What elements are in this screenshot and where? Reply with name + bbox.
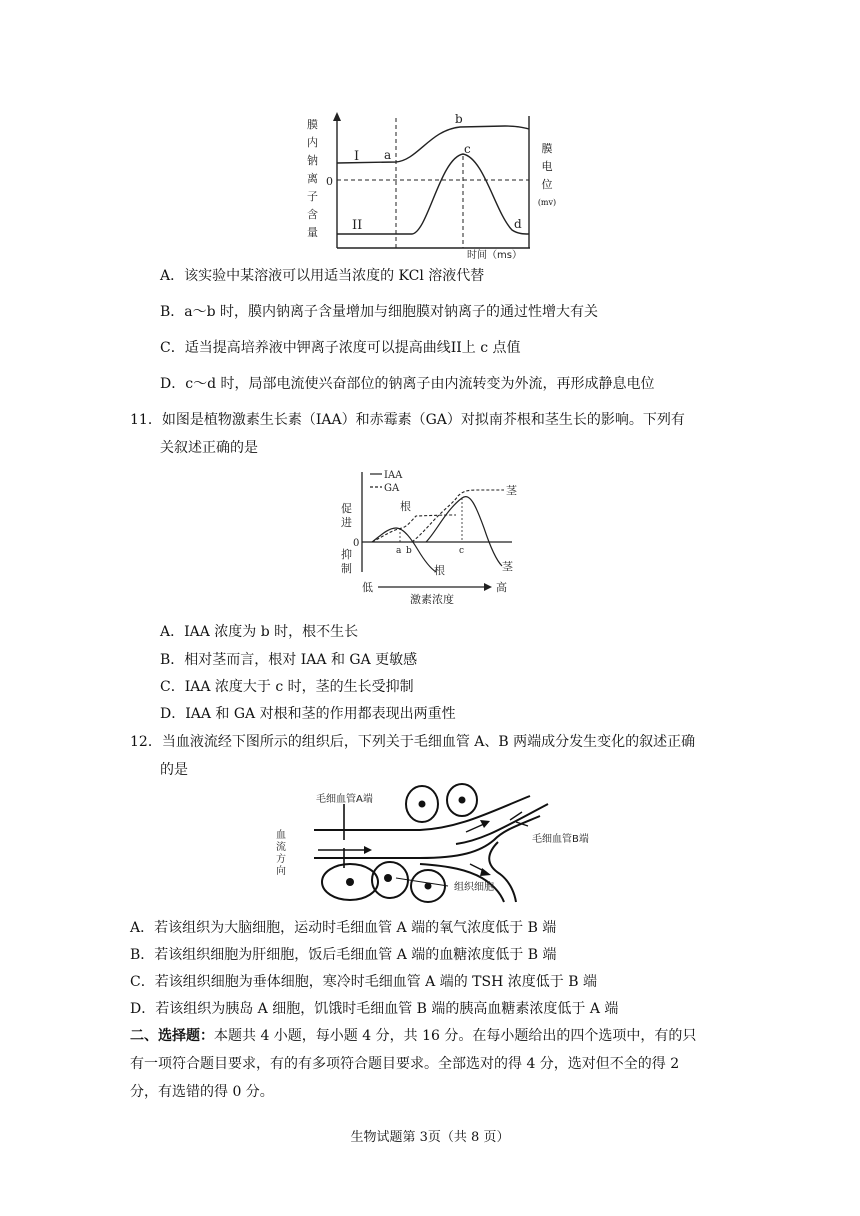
q11-option-b: B．相对茎而言，根对 IAA 和 GA 更敏感 — [160, 652, 418, 668]
q11-option-d: D．IAA 和 GA 对根和茎的作用都表现出两重性 — [160, 706, 456, 722]
flow-direction-char: 流 — [276, 842, 286, 853]
promote-label: 促 — [341, 502, 352, 515]
q10-option-c: C．适当提高培养液中钾离子浓度可以提高曲线II上 c 点值 — [160, 340, 521, 356]
capillary-tissue-figure — [270, 782, 610, 906]
y-right-char: 膜 — [541, 142, 553, 155]
stem-label-top: 茎 — [506, 484, 517, 497]
stem-label-bottom: 茎 — [502, 560, 513, 573]
promote-label: 进 — [341, 516, 352, 529]
membrane-potential-figure — [300, 108, 540, 260]
capillary-b-label: 毛细血管B端 — [532, 834, 589, 845]
q12-stem-line1: 12．当血液流经下图所示的组织后，下列关于毛细血管 A、B 两端成分发生变化的叙述正确 — [130, 734, 696, 750]
q12-option-d: D．若该组织为胰岛 A 细胞，饥饿时毛细血管 B 端的胰高血糖素浓度低于 A 端 — [130, 1001, 619, 1017]
q10-option-b: B．a～b 时，膜内钠离子含量增加与细胞膜对钠离子的通过性增大有关 — [160, 304, 599, 320]
q12-stem-line2: 的是 — [160, 762, 188, 778]
q11-stem-line2: 关叙述正确的是 — [160, 440, 258, 456]
root-label-top: 根 — [400, 500, 411, 513]
y-left-char: 含 — [307, 208, 318, 221]
q12-option-b: B．若该组织细胞为肝细胞，饭后毛细血管 A 端的血糖浓度低于 B 端 — [130, 947, 557, 963]
q11-stem-line1: 11．如图是植物激素生长素（IAA）和赤霉素（GA）对拟南芥根和茎生长的影响。下列有 — [130, 412, 685, 428]
point-c-label: c — [459, 546, 465, 556]
curve-2-label: II — [352, 218, 363, 233]
tissue-cell-label: 组织细胞 — [454, 882, 494, 893]
capillary-a-label: 毛细血管A端 — [316, 794, 373, 805]
point-a-label: a — [384, 148, 392, 162]
x-axis-label: 时间（ms） — [467, 250, 522, 260]
y-left-char: 子 — [307, 190, 318, 203]
high-label: 高 — [496, 581, 507, 594]
section2-line2: 有一项符合题目要求，有的有多项符合题目要求。全部选对的得 4 分，选对但不全的得 2 — [130, 1056, 680, 1072]
q12-option-c: C．若该组织细胞为垂体细胞，寒冷时毛细血管 A 端的 TSH 浓度低于 B 端 — [130, 974, 597, 990]
y-right-unit: (mv) — [537, 198, 557, 207]
low-label: 低 — [362, 581, 373, 594]
section2-line1 — [130, 1026, 696, 1046]
point-b-label: b — [406, 546, 412, 556]
y-right-char: 电 — [541, 160, 553, 173]
inhibit-label: 抑 — [341, 548, 352, 561]
q12-option-a: A．若该组织为大脑细胞，运动时毛细血管 A 端的氧气浓度低于 B 端 — [130, 920, 557, 936]
q10-option-a: A．该实验中某溶液可以用适当浓度的 KCl 溶液代替 — [160, 268, 485, 284]
flow-direction-char: 血 — [276, 830, 286, 841]
section2-title: 二、选择题： — [130, 1028, 214, 1044]
page-footer: 生物试题第 3页（共 8 页） — [350, 1130, 510, 1145]
legend-ga: GA — [384, 483, 400, 494]
inhibit-label: 制 — [341, 562, 352, 575]
y-right-char: 位 — [541, 178, 553, 191]
flow-direction-char: 方 — [276, 854, 286, 865]
y-left-char: 膜 — [307, 118, 318, 131]
zero-label: 0 — [353, 538, 360, 549]
section2-text1: 本题共 4 小题，每小题 4 分，共 16 分。在每小题给出的四个选项中，有的只 — [214, 1028, 697, 1044]
y-left-char: 内 — [307, 136, 318, 149]
y-left-char: 量 — [307, 226, 318, 239]
zero-label: 0 — [326, 175, 333, 188]
y-left-char: 离 — [307, 172, 318, 185]
hormone-concentration-figure — [336, 466, 526, 604]
point-b-label: b — [455, 112, 463, 126]
x-axis-label: 激素浓度 — [410, 593, 454, 604]
q11-option-c: C．IAA 浓度大于 c 时，茎的生长受抑制 — [160, 679, 414, 695]
point-c-label: c — [464, 142, 471, 156]
root-label-bottom: 根 — [434, 564, 445, 577]
point-d-label: d — [514, 217, 522, 231]
section2-line3: 分，有选错的得 0 分。 — [130, 1084, 274, 1100]
y-right-label — [533, 140, 561, 212]
legend-iaa: IAA — [384, 470, 403, 481]
curve-1-label: I — [354, 149, 360, 164]
q10-option-d: D．c～d 时，局部电流使兴奋部位的钠离子由内流转变为外流，再形成静息电位 — [160, 376, 655, 392]
y-left-char: 钠 — [307, 154, 318, 167]
point-a-label: a — [396, 546, 402, 556]
q11-option-a: A．IAA 浓度为 b 时，根不生长 — [160, 624, 359, 640]
flow-direction-char: 向 — [276, 866, 286, 877]
